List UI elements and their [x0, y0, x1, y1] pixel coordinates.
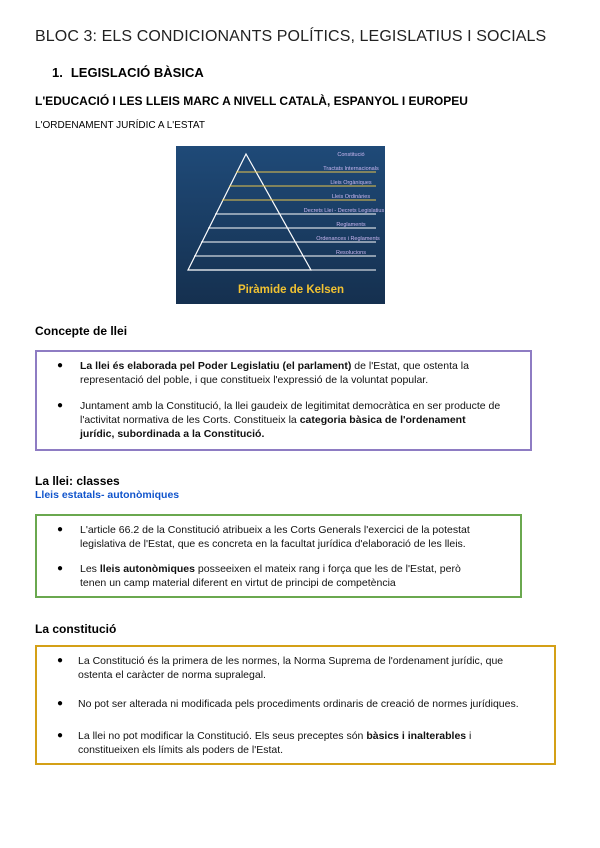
- subheading-lleis-marc: L'EDUCACIÓ I LES LLEIS MARC A NIVELL CATALÀ, ESPANYOL I EUROPEU: [35, 94, 468, 108]
- concepte-item-2-pre: l'activitat normativa de les Corts. Constitueix la: [80, 414, 300, 426]
- level-label-7: Ordenances i Reglaments: [316, 236, 380, 242]
- classes-item-2: [80, 562, 461, 590]
- constitucio-item-3-line-2: constitueixen els límits als poders de l'Estat.: [78, 744, 284, 756]
- concepte-item-2-bold: categoria bàsica de l'ordenament: [299, 414, 466, 426]
- level-label-1: Constitució: [337, 152, 365, 158]
- classes-subheading: Lleis estatals- autonòmiques: [35, 489, 180, 501]
- bullet-constitucio-2: ●: [57, 698, 64, 709]
- constitucio-item-1-line-2: ostenta el caràcter de norma supralegal.: [78, 669, 266, 681]
- level-label-8: Resolucions: [336, 250, 366, 256]
- constitucio-item-3-pre: La llei no pot modificar la Constitució. Els seus preceptes són: [78, 730, 367, 742]
- bullet-constitucio-1: ●: [57, 655, 64, 666]
- concepte-item-2-line-1: Juntament amb la Constitució, la llei gaudeix de legitimitat democràtica en ser producte de: [80, 400, 501, 412]
- bullet-concepte-2: ●: [57, 400, 64, 411]
- constitucio-heading: La constitució: [35, 622, 117, 636]
- concepte-item-1-line-2: representació del poble, i que constitueix l'expressió de la voluntat popular.: [80, 374, 429, 386]
- constitucio-item-1: [78, 654, 503, 682]
- constitucio-item-3-bold: bàsics i inalterables: [366, 730, 467, 742]
- level-label-4: Lleis Ordinàries: [331, 194, 371, 200]
- concepte-item-2-line-2: [80, 413, 524, 427]
- concepte-item-1-rest: de l'Estat, que ostenta la: [351, 360, 469, 372]
- level-label-5: Decrets Llei - Decrets Legislatius: [303, 208, 385, 214]
- classes-item-2-line-2: tenen un camp material diferent en virtut de principi de competència: [80, 577, 396, 589]
- classes-item-1-line-2: legislativa de l'Estat, que es concreta en la facultat jurídica d'elaboració de les lleis.: [80, 538, 466, 550]
- bullet-classes-2: ●: [57, 563, 64, 574]
- level-label-2: Tractats Internacionals: [323, 166, 379, 172]
- concepte-item-2: [80, 399, 524, 441]
- concepte-item-2-bold-2: jurídic, subordinada a la Constitució.: [80, 428, 265, 440]
- constitucio-item-3: [78, 729, 471, 757]
- bullet-classes-1: ●: [57, 524, 64, 535]
- classes-item-1-line-1: L'article 66.2 de la Constitució atribueix a les Corts Generals l'exercici de la potestat: [80, 524, 470, 536]
- kelsen-pyramid-figure: [176, 146, 385, 304]
- pyramid-caption: Piràmide de Kelsen: [237, 284, 345, 296]
- section-number: 1.: [52, 65, 63, 80]
- section-title: [52, 65, 204, 80]
- classes-item-2-rest: posseeixen el mateix rang i força que les de l'Estat, però: [194, 563, 461, 575]
- constitucio-item-1-line-1: La Constitució és la primera de les normes, la Norma Suprema de l'ordenament jurídic, que: [78, 655, 504, 667]
- concepte-item-1-line-1: [80, 359, 524, 373]
- classes-heading: La llei: classes: [35, 474, 120, 488]
- concepte-item-1: [80, 359, 524, 387]
- concepte-heading: Concepte de llei: [35, 324, 128, 338]
- kelsen-pyramid-svg: [176, 146, 385, 304]
- level-label-3: Lleis Orgàniques: [330, 180, 372, 186]
- constitucio-item-3-rest: i: [466, 730, 472, 742]
- page-title: BLOC 3: ELS CONDICIONANTS POLÍTICS, LEGISLATIUS I SOCIALS: [35, 28, 547, 45]
- classes-item-2-bold: lleis autonòmiques: [99, 563, 195, 575]
- concepte-item-1-bold: La llei és elaborada pel Poder Legislatiu (el parlament): [80, 360, 352, 372]
- ordenament-heading: L'ORDENAMENT JURÍDIC A L'ESTAT: [35, 120, 205, 131]
- bullet-concepte-1: ●: [57, 360, 64, 371]
- bullet-constitucio-3: ●: [57, 730, 64, 741]
- section-title-text: LEGISLACIÓ BÀSICA: [70, 65, 204, 80]
- level-label-6: Reglaments: [336, 222, 366, 228]
- classes-item-1: [80, 523, 470, 551]
- constitucio-item-2: No pot ser alterada ni modificada pels procediments ordinaris de creació de normes jurídiques.: [78, 698, 519, 710]
- classes-item-2-pre: Les: [80, 563, 100, 575]
